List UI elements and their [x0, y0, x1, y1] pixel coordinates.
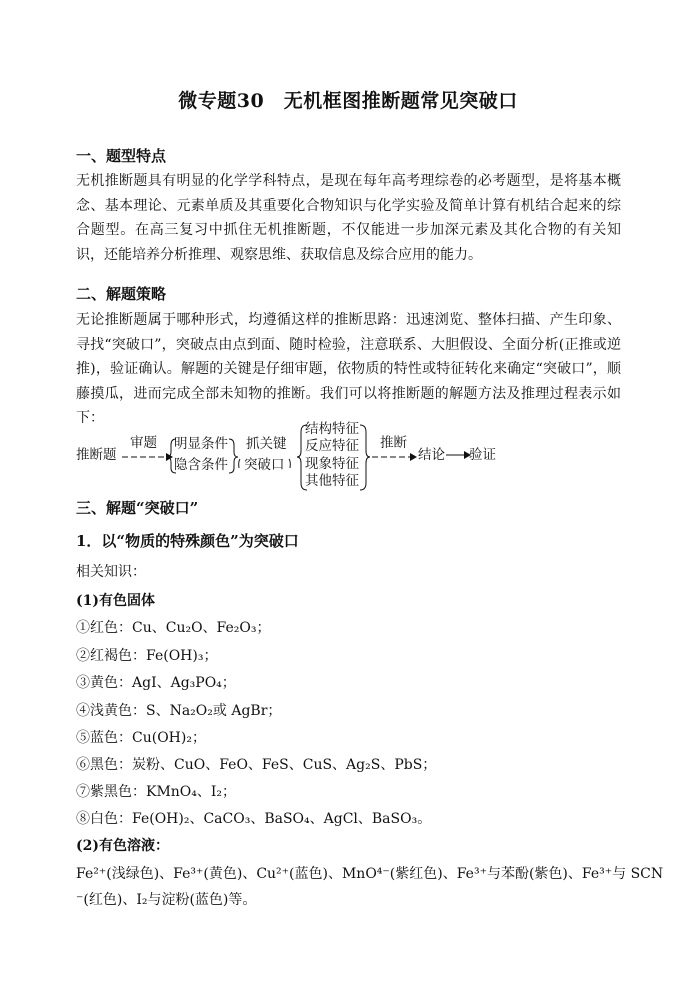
colored-solutions-heading: (2)有色溶液：	[76, 838, 169, 854]
solid-items: AgI、Ag₃PO₄；	[132, 675, 236, 691]
solid-items: Fe(OH)₂、CaCO₃、BaSO₄、AgCl、BaSO₃。	[132, 811, 432, 827]
solid-label: ④浅黄色：	[76, 703, 146, 719]
solid-line-red-brown	[76, 645, 217, 665]
flow-arrowhead-2	[410, 453, 417, 461]
flow-cond-explicit: 明显条件	[174, 436, 228, 452]
colored-solutions-line-1: Fe²⁺(浅绿色)、Fe³⁺(黄色)、Cu²⁺(蓝色)、MnO⁴⁻(紫红色)、Fe³⁺与苯酚(紫色)、Fe³⁺与 SCN	[76, 866, 664, 882]
flow-brace-right-1	[229, 439, 238, 473]
flow-feature-reaction: 反应特征	[305, 438, 359, 454]
solid-label: ⑧白色：	[76, 811, 132, 827]
flow-step-infer: 推断	[380, 435, 407, 451]
solid-line-black	[76, 754, 436, 774]
flow-paren-left	[239, 459, 240, 468]
flow-feature-phenomenon: 现象特征	[305, 456, 359, 472]
solid-items: S、Na₂O₂或 AgBr；	[146, 703, 282, 719]
solid-label: ⑦紫黑色：	[76, 784, 146, 800]
subsection-heading-color: 1．以“物质的特殊颜色”为突破口	[76, 532, 299, 550]
solid-label: ①红色：	[76, 620, 132, 636]
colored-solutions-line-2: ⁻(红色)、I₂与淀粉(蓝色)等。	[76, 892, 257, 908]
solid-line-red	[76, 617, 270, 637]
flow-result: 结论	[418, 447, 445, 463]
flow-step-key-top: 抓关键	[246, 436, 287, 452]
section-body-strategy: 无论推断题属于哪种形式，均遵循这样的推断思路：迅速浏览、整体扫描、产生印象、寻找“突破口”，突破点由点到面、随时检验，注意联系、大胆假设、全面分析(正推或逆推)，验证确认。解题的关键是仔细审题，依物质的特性或特征转化来确定“突破口”，顺藤摸瓜，进而完成全部未知物的推断。我们可以将推断题的解题方法及推理过程表示如下：	[76, 312, 621, 426]
flow-start: 推断题	[76, 447, 117, 463]
solid-items: KMnO₄、I₂；	[146, 784, 237, 800]
solid-line-purple-black	[76, 781, 236, 801]
solid-items: Cu(OH)₂；	[132, 730, 206, 746]
solid-line-yellow	[76, 672, 236, 692]
flow-feature-structure: 结构特征	[305, 421, 359, 437]
section-heading-features: 一、题型特点	[76, 147, 167, 165]
solid-items: 炭粉、CuO、FeO、FeS、CuS、Ag₂S、PbS；	[132, 757, 437, 773]
colored-solids-heading: (1)有色固体	[76, 593, 155, 609]
flow-cond-implicit: 隐含条件	[174, 457, 228, 473]
flow-step-review: 审题	[130, 435, 157, 451]
solid-label: ⑤蓝色：	[76, 730, 132, 746]
section-body-features: 无机推断题具有明显的化学学科特点，是现在每年高考理综卷的必考题型，是将基本概念、基本理论、元素单质及其重要化合物知识与化学实验及简单计算有机结合起来的综合题型。在高三复习中抓住无机推断题，不仅能进一步加深元素及其化合物的有关知识，还能培养分析推理、观察思维、获取信息及综合应用的能力。	[76, 173, 621, 263]
section-heading-strategy: 二、解题策略	[76, 285, 167, 303]
page-title: 微专题30 无机框图推断题常见突破口	[178, 90, 518, 112]
solid-label: ⑥黑色：	[76, 757, 132, 773]
solid-items: Fe(OH)₃；	[146, 648, 218, 664]
flow-paren-right	[289, 459, 290, 468]
section-heading-breakthrough: 三、解题“突破口”	[76, 499, 199, 517]
flow-verify: 验证	[469, 447, 496, 463]
solid-line-blue	[76, 727, 206, 747]
flow-brace-right-2	[360, 425, 370, 490]
flow-step-key-bottom: 突破口	[244, 457, 285, 473]
reasoning-flow-diagram	[76, 420, 616, 495]
flow-feature-other: 其他特征	[305, 473, 359, 489]
solid-items: Cu、Cu₂O、Fe₂O₃；	[132, 620, 271, 636]
solid-line-pale-yellow	[76, 700, 281, 720]
related-knowledge-label: 相关知识：	[76, 564, 146, 580]
solid-line-white	[76, 808, 431, 828]
solid-label: ③黄色：	[76, 675, 132, 691]
solid-label: ②红褐色：	[76, 648, 146, 664]
